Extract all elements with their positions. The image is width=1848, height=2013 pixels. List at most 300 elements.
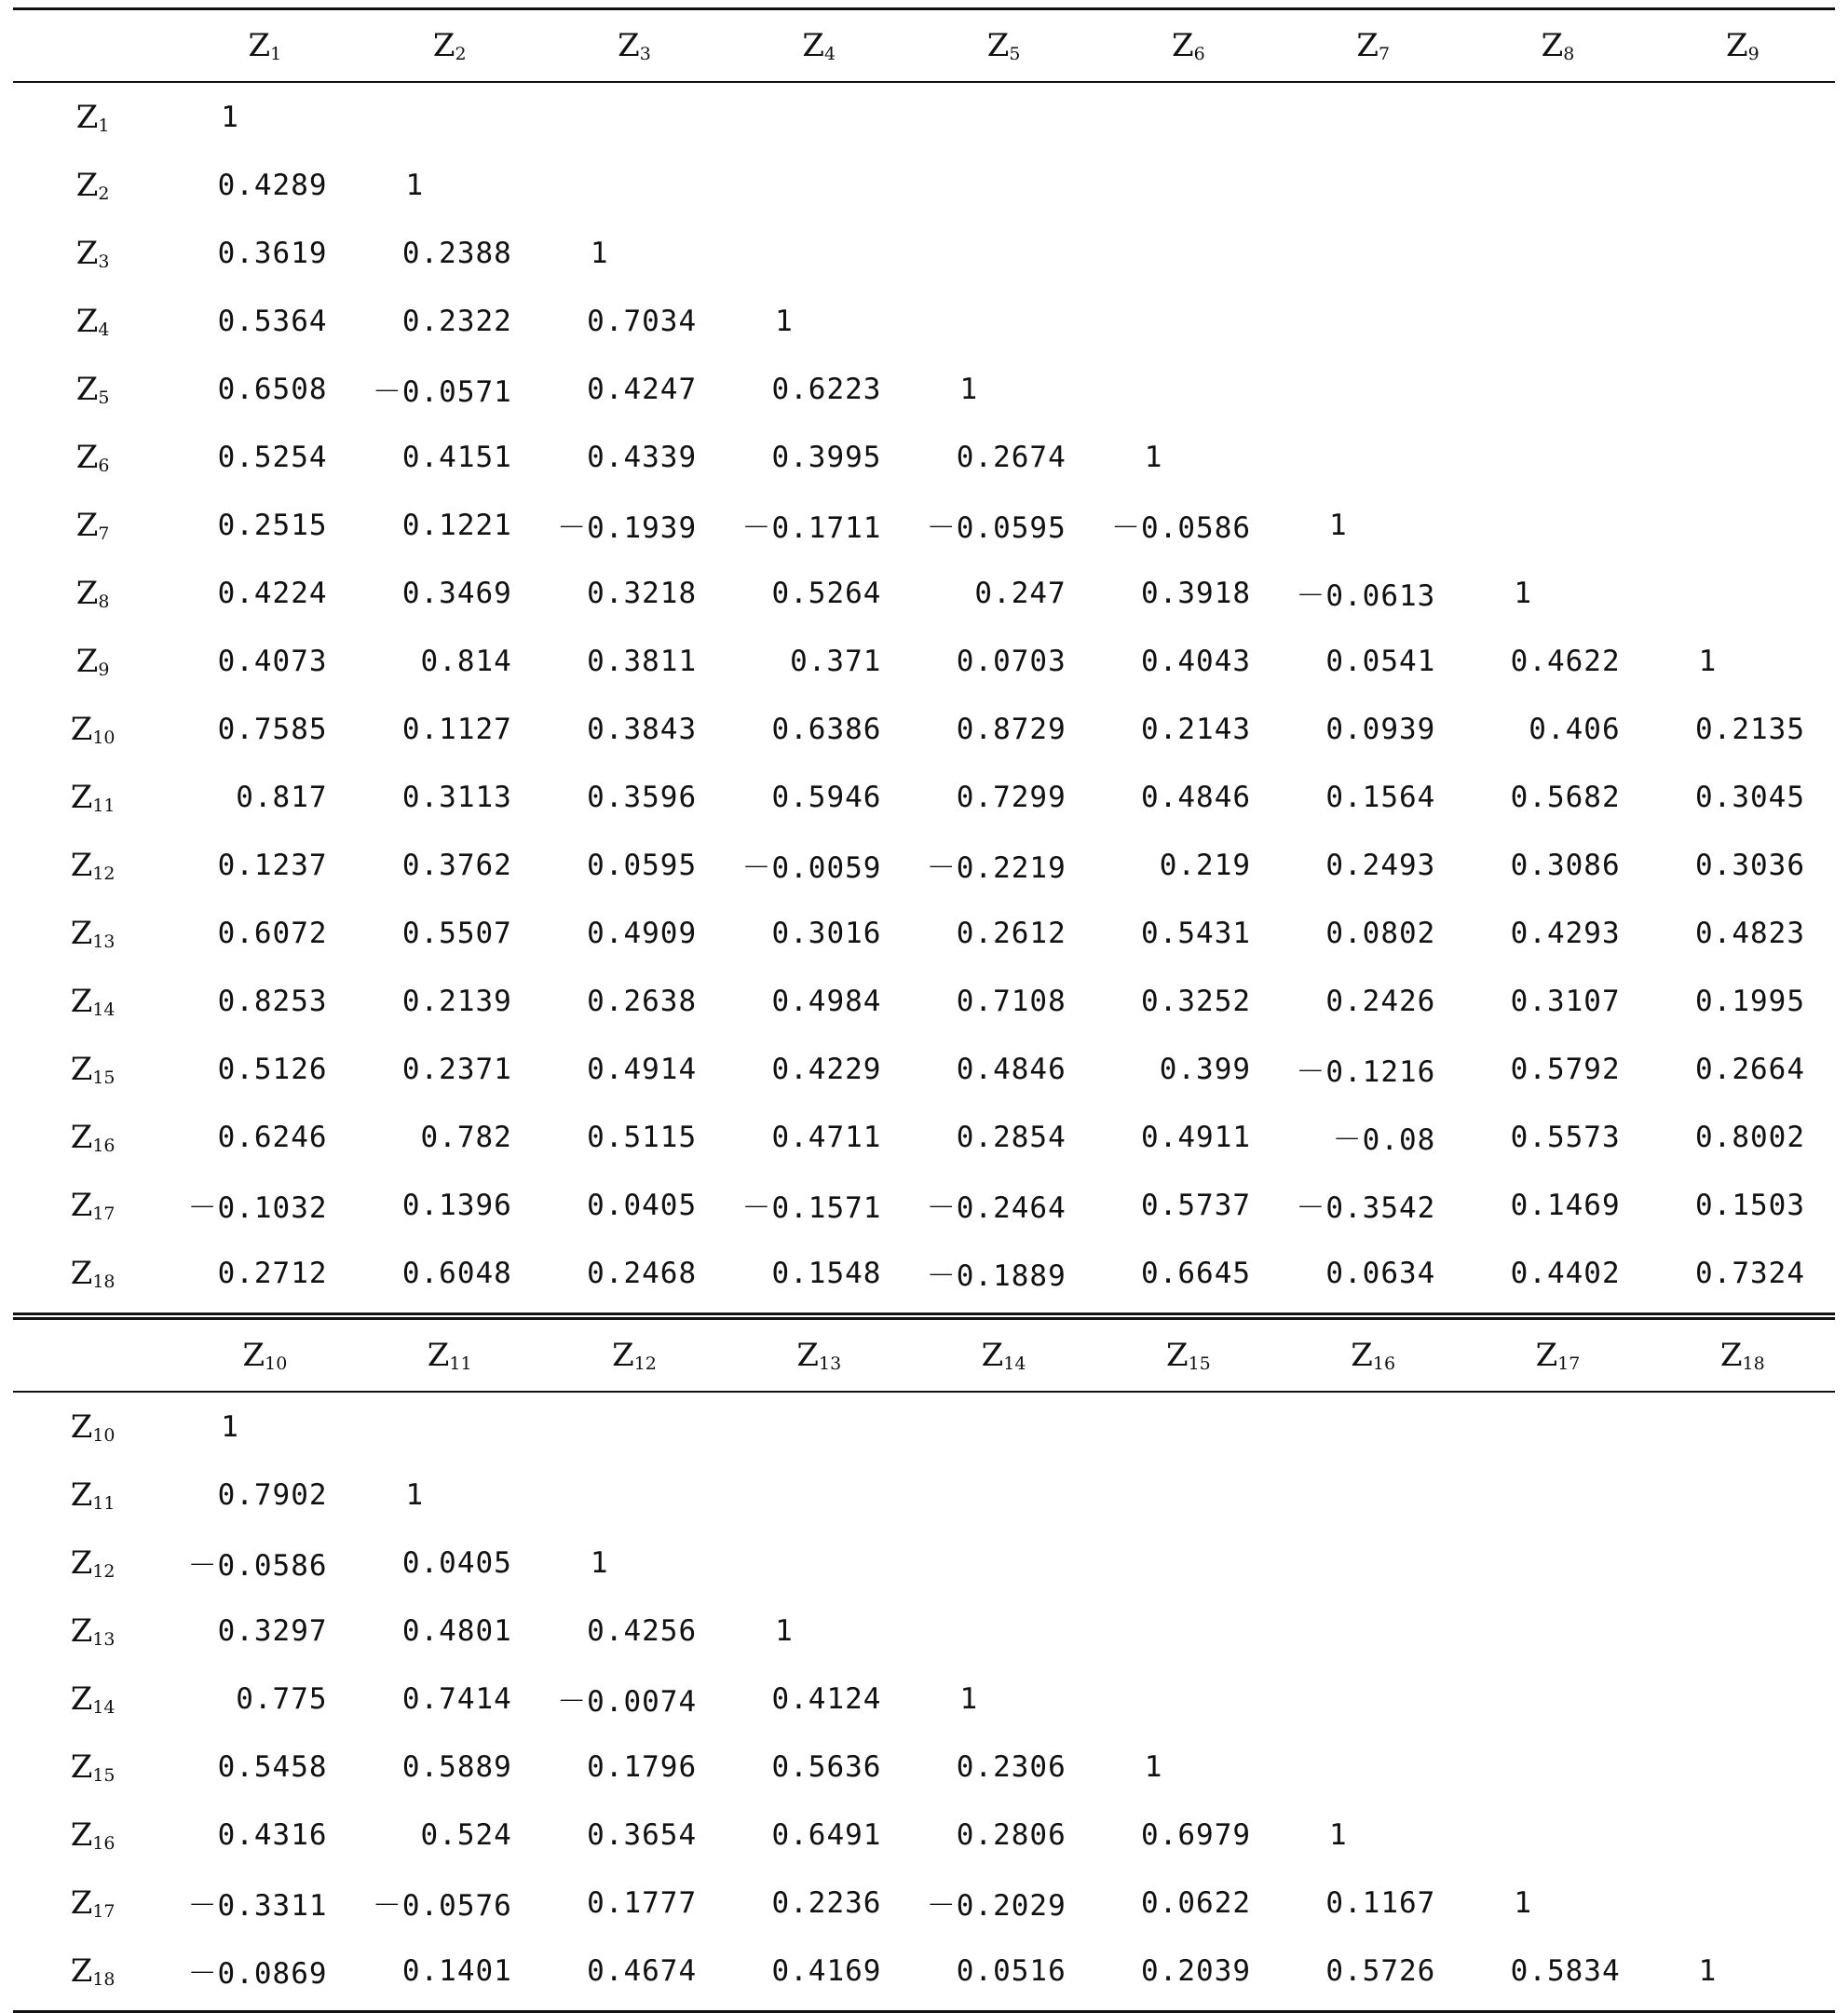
variable-subscript: 7 <box>98 523 110 544</box>
correlation-value: 0.8002 <box>1695 1120 1805 1154</box>
correlation-value: 0.3036 <box>1695 848 1805 882</box>
correlation-value: 0.7902 <box>217 1477 328 1512</box>
column-header <box>1096 10 1281 82</box>
correlation-value: 0.524 <box>420 1817 512 1852</box>
variable-subscript: 17 <box>92 1203 116 1224</box>
empty-cell <box>1096 219 1281 287</box>
variable-name: Z <box>70 1254 93 1292</box>
empty-cell <box>911 1392 1095 1461</box>
empty-cell <box>1096 1529 1281 1597</box>
table-row <box>13 219 1835 287</box>
variable-name: Z <box>427 1337 450 1374</box>
empty-cell <box>1281 219 1465 287</box>
empty-cell <box>1096 1392 1281 1461</box>
correlation-value: 0.8253 <box>217 984 328 1018</box>
correlation-value: －0.2029 <box>926 1889 1067 1923</box>
table-row <box>13 1869 1835 1937</box>
correlation-value: 0.5431 <box>1141 916 1252 950</box>
column-header <box>1281 1320 1465 1392</box>
variable-subscript: 13 <box>819 1353 842 1374</box>
variable-subscript: 12 <box>633 1353 657 1374</box>
variable-name: Z <box>70 1816 93 1854</box>
table-row <box>13 967 1835 1035</box>
table-row <box>13 831 1835 899</box>
empty-cell <box>542 1392 727 1461</box>
correlation-value: －0.08 <box>1332 1123 1436 1157</box>
correlation-value: 0.6048 <box>401 1256 512 1290</box>
row-header <box>13 1869 172 1937</box>
correlation-value: 0.5737 <box>1141 1188 1252 1222</box>
empty-cell <box>727 151 911 219</box>
variable-subscript: 11 <box>92 1492 116 1514</box>
correlation-value: 0.4124 <box>771 1681 882 1716</box>
correlation-value: 0.4674 <box>587 1953 698 1988</box>
variable-name: Z <box>432 27 455 64</box>
row-header <box>13 899 172 967</box>
correlation-value: 1 <box>1514 576 1532 610</box>
empty-cell <box>1281 1665 1465 1733</box>
correlation-value: 0.4256 <box>587 1613 698 1648</box>
variable-name: Z <box>70 1118 93 1156</box>
correlation-value: 0.1221 <box>401 508 512 542</box>
row-header <box>13 1733 172 1801</box>
correlation-value: 1 <box>1698 644 1718 678</box>
row-header <box>13 1239 172 1307</box>
correlation-value: －0.1939 <box>557 511 698 545</box>
variable-name: Z <box>70 1408 93 1446</box>
table-row <box>13 82 1835 151</box>
correlation-value: 0.1503 <box>1695 1188 1805 1222</box>
empty-cell <box>1281 423 1465 491</box>
empty-cell <box>1096 1461 1281 1529</box>
variable-subscript: 14 <box>92 1696 116 1718</box>
correlation-value: 0.4169 <box>771 1953 882 1988</box>
empty-cell <box>1651 423 1835 491</box>
empty-cell <box>1096 1665 1281 1733</box>
correlation-value: －0.1711 <box>741 511 882 545</box>
correlation-value: 0.5115 <box>587 1120 698 1154</box>
correlation-value: 0.4909 <box>587 916 698 950</box>
correlation-value: 0.2612 <box>956 916 1067 950</box>
variable-name: Z <box>70 1748 93 1786</box>
variable-name: Z <box>70 1186 93 1224</box>
variable-subscript: 13 <box>92 1628 116 1650</box>
variable-subscript: 9 <box>1747 44 1760 64</box>
correlation-value: 0.6223 <box>771 372 882 406</box>
correlation-value: 0.2039 <box>1141 1953 1252 1988</box>
correlation-value: 0.1548 <box>771 1256 882 1290</box>
correlation-value: 0.1469 <box>1510 1188 1621 1222</box>
variable-subscript: 2 <box>98 183 110 204</box>
variable-subscript: 16 <box>1372 1353 1396 1374</box>
correlation-value: 0.0405 <box>587 1188 698 1222</box>
empty-cell <box>1465 1665 1650 1733</box>
empty-cell <box>911 1461 1095 1529</box>
correlation-value: 0.3596 <box>587 780 698 814</box>
empty-cell <box>1281 1733 1465 1801</box>
correlation-value: 0.1796 <box>587 1749 698 1784</box>
column-header <box>727 10 911 82</box>
correlation-value: 0.3086 <box>1510 848 1621 882</box>
double-rule-separator <box>13 1313 1835 1320</box>
correlation-value: 0.0703 <box>956 644 1067 678</box>
variable-subscript: 8 <box>1563 44 1575 64</box>
header-row <box>13 10 1835 82</box>
correlation-value: 0.4224 <box>217 576 328 610</box>
variable-subscript: 4 <box>98 319 110 340</box>
correlation-value: 0.4293 <box>1510 916 1621 950</box>
correlation-value: 1 <box>1514 1885 1532 1920</box>
correlation-matrix <box>13 7 1835 2013</box>
correlation-value: －0.1889 <box>926 1259 1067 1293</box>
correlation-value: 0.4073 <box>217 644 328 678</box>
table-row <box>13 151 1835 219</box>
variable-name: Z <box>70 1612 93 1650</box>
empty-cell <box>1651 1733 1835 1801</box>
correlation-value: 0.4823 <box>1695 916 1805 950</box>
empty-cell <box>911 1597 1095 1665</box>
correlation-value: －0.0059 <box>741 851 882 885</box>
correlation-value: 0.2371 <box>401 1052 512 1086</box>
correlation-value: 0.4984 <box>771 984 882 1018</box>
row-header <box>13 1171 172 1239</box>
correlation-value: 1 <box>221 100 239 134</box>
correlation-value: －0.2219 <box>926 851 1067 885</box>
correlation-value: 0.4911 <box>1141 1120 1252 1154</box>
empty-cell <box>1465 1461 1650 1529</box>
variable-name: Z <box>75 574 99 612</box>
corner-cell <box>13 10 172 82</box>
correlation-value: 0.6246 <box>217 1120 328 1154</box>
variable-name: Z <box>75 98 99 136</box>
row-header <box>13 287 172 355</box>
row-header <box>13 82 172 151</box>
variable-subscript: 6 <box>98 455 110 476</box>
empty-cell <box>1281 355 1465 423</box>
correlation-value: 0.7414 <box>401 1681 512 1716</box>
table-row <box>13 1733 1835 1801</box>
variable-subscript: 18 <box>1742 1353 1765 1374</box>
variable-subscript: 10 <box>265 1353 288 1374</box>
correlation-value: －0.0074 <box>557 1685 698 1719</box>
table-row <box>13 1392 1835 1461</box>
row-header <box>13 219 172 287</box>
correlation-value: 0.6491 <box>771 1817 882 1852</box>
correlation-value: 0.4801 <box>401 1613 512 1648</box>
correlation-value: 0.7324 <box>1695 1256 1805 1290</box>
empty-cell <box>542 1461 727 1529</box>
empty-cell <box>1651 1461 1835 1529</box>
correlation-value: 0.2493 <box>1325 848 1436 882</box>
empty-cell <box>358 1392 542 1461</box>
empty-cell <box>1465 423 1650 491</box>
correlation-value: 0.7034 <box>587 304 698 338</box>
empty-cell <box>1651 1392 1835 1461</box>
correlation-value: 0.5946 <box>771 780 882 814</box>
row-header <box>13 559 172 627</box>
correlation-value: 0.0405 <box>401 1545 512 1580</box>
variable-subscript: 17 <box>92 1900 116 1922</box>
table-row <box>13 491 1835 559</box>
correlation-value: 0.5726 <box>1325 1953 1436 1988</box>
correlation-value: 0.4846 <box>1141 780 1252 814</box>
correlation-value: 0.0541 <box>1325 644 1436 678</box>
correlation-value: 1 <box>405 168 425 202</box>
table-body <box>13 82 1835 1307</box>
correlation-value: 0.5889 <box>401 1749 512 1784</box>
variable-subscript: 9 <box>98 659 110 680</box>
correlation-value: 0.2388 <box>401 236 512 270</box>
correlation-value: －0.0586 <box>187 1549 328 1583</box>
variable-name: Z <box>1172 27 1194 64</box>
variable-subscript: 14 <box>1003 1353 1026 1374</box>
variable-name: Z <box>70 1476 93 1514</box>
correlation-value: 0.782 <box>420 1120 512 1154</box>
corner-cell <box>13 1320 172 1392</box>
correlation-value: 0.6979 <box>1141 1817 1252 1852</box>
empty-cell <box>1281 287 1465 355</box>
correlation-value: 0.6645 <box>1141 1256 1252 1290</box>
variable-subscript: 7 <box>1378 44 1391 64</box>
correlation-value: 0.4914 <box>587 1052 698 1086</box>
column-header <box>172 10 357 82</box>
empty-cell <box>1465 1529 1650 1597</box>
correlation-value: 0.1167 <box>1325 1885 1436 1920</box>
correlation-value: 0.2139 <box>401 984 512 1018</box>
empty-cell <box>542 151 727 219</box>
correlation-value: 0.814 <box>420 644 512 678</box>
variable-name: Z <box>75 234 99 272</box>
variable-subscript: 2 <box>455 44 467 64</box>
correlation-value: 0.3469 <box>401 576 512 610</box>
variable-subscript: 17 <box>1557 1353 1581 1374</box>
row-header <box>13 1035 172 1103</box>
empty-cell <box>1651 1801 1835 1869</box>
empty-cell <box>911 151 1095 219</box>
variable-name: Z <box>242 1337 265 1374</box>
row-header <box>13 423 172 491</box>
row-header <box>13 491 172 559</box>
empty-cell <box>1281 82 1465 151</box>
empty-cell <box>542 82 727 151</box>
empty-cell <box>1465 1801 1650 1869</box>
variable-name: Z <box>1351 1337 1373 1374</box>
variable-name: Z <box>986 27 1010 64</box>
correlation-value: 0.3811 <box>587 644 698 678</box>
variable-name: Z <box>70 710 93 748</box>
variable-name: Z <box>75 370 99 408</box>
empty-cell <box>1281 1392 1465 1461</box>
variable-subscript: 13 <box>92 931 116 952</box>
correlation-value: 0.1564 <box>1325 780 1436 814</box>
variable-name: Z <box>75 302 99 340</box>
correlation-value: 0.817 <box>236 780 328 814</box>
variable-subscript: 14 <box>92 999 116 1020</box>
column-header <box>1651 1320 1835 1392</box>
empty-cell <box>1281 1461 1465 1529</box>
column-header <box>172 1320 357 1392</box>
header-row <box>13 1320 1835 1392</box>
correlation-value: 0.3995 <box>771 440 882 474</box>
correlation-value: 0.2143 <box>1141 712 1252 746</box>
correlation-value: 0.4289 <box>217 168 328 202</box>
empty-cell <box>1651 355 1835 423</box>
correlation-value: 0.4043 <box>1141 644 1252 678</box>
correlation-value: 1 <box>1329 1817 1348 1852</box>
correlation-value: 0.3918 <box>1141 576 1252 610</box>
empty-cell <box>1465 1733 1650 1801</box>
table-row <box>13 1665 1835 1733</box>
correlation-value: 0.2322 <box>401 304 512 338</box>
row-header <box>13 1392 172 1461</box>
correlation-value: 0.1401 <box>401 1953 512 1988</box>
empty-cell <box>1281 1597 1465 1665</box>
row-header <box>13 1665 172 1733</box>
row-header <box>13 1461 172 1529</box>
correlation-value: 0.5682 <box>1510 780 1621 814</box>
correlation-value: －0.3311 <box>187 1889 328 1923</box>
column-header <box>911 1320 1095 1392</box>
variable-name: Z <box>1356 27 1379 64</box>
table-row <box>13 1529 1835 1597</box>
variable-subscript: 4 <box>824 44 836 64</box>
row-header <box>13 967 172 1035</box>
variable-name: Z <box>1719 1337 1743 1374</box>
variable-subscript: 5 <box>98 387 110 408</box>
correlation-value: 0.3107 <box>1510 984 1621 1018</box>
empty-cell <box>1651 559 1835 627</box>
correlation-value: 0.2854 <box>956 1120 1067 1154</box>
correlation-value: －0.1032 <box>187 1191 328 1225</box>
correlation-value: 0.4151 <box>401 440 512 474</box>
variable-name: Z <box>70 1050 93 1088</box>
variable-name: Z <box>248 27 271 64</box>
row-header <box>13 763 172 831</box>
variable-name: Z <box>75 642 99 680</box>
correlation-value: 0.2515 <box>217 508 328 542</box>
correlation-value: －0.0576 <box>372 1889 512 1923</box>
correlation-value: 0.5792 <box>1510 1052 1621 1086</box>
correlation-value: 0.4402 <box>1510 1256 1621 1290</box>
variable-subscript: 1 <box>98 115 110 136</box>
variable-subscript: 12 <box>92 863 116 884</box>
correlation-value: 0.3654 <box>587 1817 698 1852</box>
correlation-value: 0.5636 <box>771 1749 882 1784</box>
table-header <box>13 1320 1835 1392</box>
correlation-value: 0.2712 <box>217 1256 328 1290</box>
correlation-value: 0.1237 <box>217 848 328 882</box>
table-row <box>13 1937 1835 2005</box>
empty-cell <box>358 82 542 151</box>
empty-cell <box>1651 1665 1835 1733</box>
correlation-value: 0.775 <box>236 1681 328 1716</box>
variable-name: Z <box>70 846 93 884</box>
empty-cell <box>1096 355 1281 423</box>
table-row <box>13 1035 1835 1103</box>
correlation-value: 1 <box>590 236 609 270</box>
variable-subscript: 8 <box>98 591 110 612</box>
correlation-value: 0.406 <box>1529 712 1621 746</box>
table-row <box>13 1239 1835 1307</box>
variable-subscript: 5 <box>1009 44 1021 64</box>
correlation-value: 0.0939 <box>1325 712 1436 746</box>
empty-cell <box>727 219 911 287</box>
table-row <box>13 1597 1835 1665</box>
empty-cell <box>911 82 1095 151</box>
column-header <box>1465 1320 1650 1392</box>
empty-cell <box>1465 151 1650 219</box>
correlation-value: －0.0586 <box>1111 511 1252 545</box>
empty-cell <box>1465 491 1650 559</box>
row-header <box>13 1597 172 1665</box>
correlation-value: 0.2468 <box>587 1256 698 1290</box>
correlation-value: 1 <box>959 372 979 406</box>
table-row <box>13 1461 1835 1529</box>
variable-name: Z <box>75 438 99 476</box>
correlation-value: 0.3016 <box>771 916 882 950</box>
correlation-value: 0.4247 <box>587 372 698 406</box>
empty-cell <box>1096 287 1281 355</box>
correlation-value: 1 <box>959 1681 979 1716</box>
correlation-value: 0.0622 <box>1141 1885 1252 1920</box>
table-row <box>13 559 1835 627</box>
variable-name: Z <box>75 166 99 204</box>
row-header <box>13 151 172 219</box>
table-row <box>13 287 1835 355</box>
variable-name: Z <box>802 27 825 64</box>
empty-cell <box>1096 82 1281 151</box>
correlation-value: 0.5364 <box>217 304 328 338</box>
empty-cell <box>1651 151 1835 219</box>
correlation-value: 0.6072 <box>217 916 328 950</box>
correlation-value: 0.2674 <box>956 440 1067 474</box>
correlation-value: 0.5573 <box>1510 1120 1621 1154</box>
correlation-value: 0.0802 <box>1325 916 1436 950</box>
correlation-value: 1 <box>1329 508 1348 542</box>
correlation-value: 0.3843 <box>587 712 698 746</box>
variable-subscript: 11 <box>92 795 116 816</box>
empty-cell <box>1096 151 1281 219</box>
correlation-value: －0.0613 <box>1296 579 1436 613</box>
table-row <box>13 1103 1835 1171</box>
correlation-value: 0.3045 <box>1695 780 1805 814</box>
table-row <box>13 627 1835 695</box>
variable-name: Z <box>70 1952 93 1990</box>
empty-cell <box>1651 287 1835 355</box>
correlation-value: 0.219 <box>1159 848 1252 882</box>
correlation-value: 1 <box>1144 1749 1163 1784</box>
correlation-value: 1 <box>1144 440 1163 474</box>
column-header <box>542 1320 727 1392</box>
row-header <box>13 1937 172 2005</box>
variable-subscript: 12 <box>92 1560 116 1582</box>
variable-name: Z <box>70 914 93 952</box>
correlation-value: 0.2135 <box>1695 712 1805 746</box>
column-header <box>358 1320 542 1392</box>
column-header <box>1281 10 1465 82</box>
row-header <box>13 355 172 423</box>
correlation-value: 0.5264 <box>771 576 882 610</box>
variable-subscript: 15 <box>1188 1353 1211 1374</box>
correlation-table-z1-z9 <box>13 10 1835 1307</box>
empty-cell <box>1465 287 1650 355</box>
correlation-value: 0.399 <box>1159 1052 1252 1086</box>
table-row <box>13 899 1835 967</box>
row-header <box>13 695 172 763</box>
variable-name: Z <box>70 1544 93 1582</box>
row-header <box>13 1529 172 1597</box>
correlation-value: 0.3762 <box>401 848 512 882</box>
